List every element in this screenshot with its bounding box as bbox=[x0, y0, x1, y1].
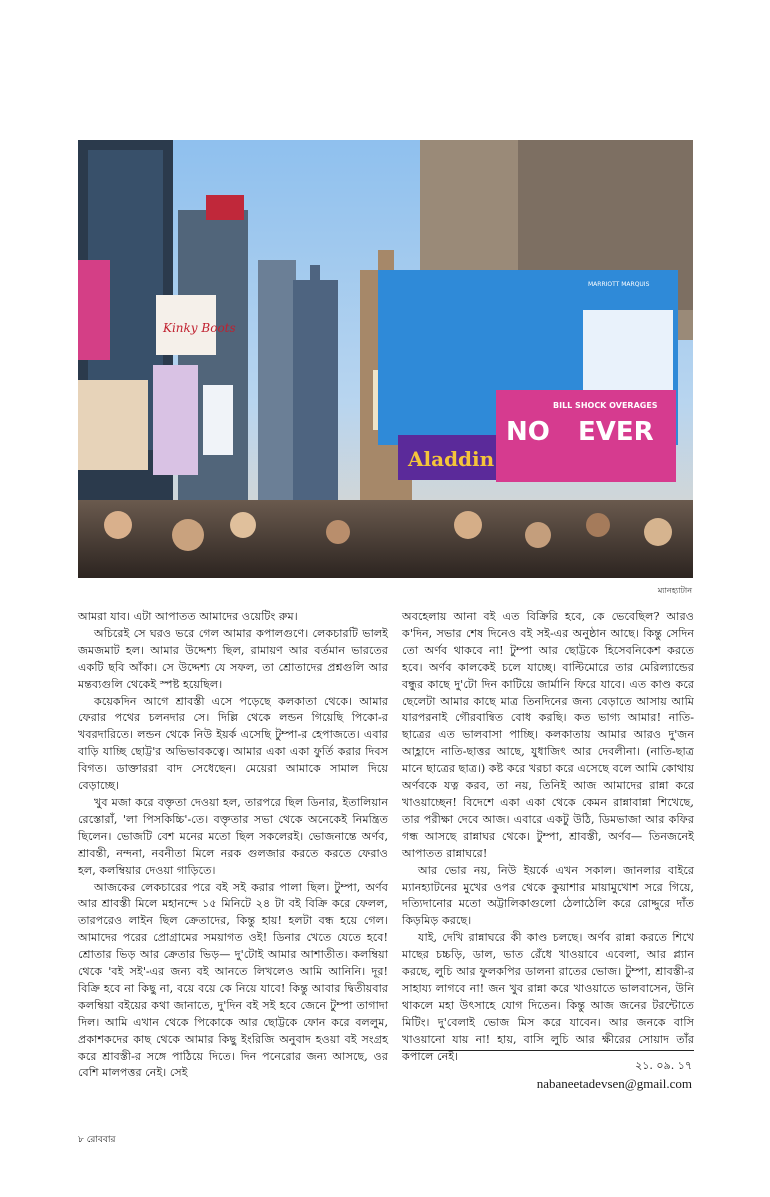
divider bbox=[402, 1050, 694, 1051]
times-square-illustration bbox=[78, 140, 693, 578]
paragraph: কয়েকদিন আগে শ্রাবস্তী এসে পড়েছে কলকাতা থেকে। আমার ফেরার পথের চলনদার সে। দিল্লি থেকে লন্ডন গিয়েছি পিকো-র খবরদারিতে। লন্ডন থেকে নিউ ইয়র্ক এসেছি টুম্পা-র হেপাজতে। এবার বাড়ি যাচ্ছি ছোট্ট'র অভিভাবকত্বে। আমার একা একা ফুর্তি করার দিবস বিগত। ডাক্তাররা বাদ সেধেছেন। মেয়েরা আমাকে সামাল দিয়ে বেড়াচ্ছে। bbox=[78, 694, 388, 793]
paragraph: অবহেলায় আনা বই এত বিক্রিরি হবে, কে ভেবেছিল? আরও ক'দিন, সভার শেষ দিনেও বই সই-এর অনুষ্ঠান আছে। কিন্তু সেদিন তো অর্ণব থাকবে না! টুম্পা আর ছোট্টকে হিসেবনিকেশ করতে হবে। অর্ণব কালকেই চলে যাচ্ছে। বাল্টিমোরে তার মেরিল্যান্ডের বন্ধুর কাছে দু'টো দিন কাটিয়ে জার্মানি ফিরে যাবে। এত কাণ্ড করে ছেলেটা আমার কাছে মাত্র তিনদিনের জন্য বেড়াতে আসায় আমি যারপরনাই গৌরবান্বিত বোধ করছি। কত ভাগ্য আমার! নাতি-ছাত্রের এত ভালবাসা পাচ্ছি। কলকাতায় আমার আরও দু'জন আহ্লাদে নাতি-ছাত্তর আছে, যুধাজিৎ আর দেবলীনা। (নাতি-ছাত্র মানে ছাত্রের ছাত্র।) কষ্ট করে খরচা করে এসেছে বলে আমি কোথায় অর্ণবকে যত্ন করব, তা নয়, তিনিই আজ আমাদের রান্না করে খাওয়াচ্ছেন! বিদেশে একা একা থেকে কেমন রান্নাবান্না শিখেছে, তার পরীক্ষা দেবে আজ। এবারে একটু উঠি, ডিমভাজা আর কফির গন্ধ আসছে রান্নাঘর থেকে। টুম্পা, শ্রাবস্তী, অর্ণব— তিনজনেই আপাতত রান্নাঘরে! bbox=[402, 610, 694, 860]
article-right-column bbox=[402, 609, 694, 1065]
pink-billboard bbox=[78, 260, 110, 360]
kinky-boots-sign: Kinky Boots bbox=[163, 321, 236, 335]
article-left-column bbox=[78, 609, 388, 1082]
photo-caption: ম্যানহ্যাটান bbox=[657, 586, 692, 595]
paragraph: অচিরেই সে ঘরও ভরে গেল আমার কপালগুণে। লেকচারটি ভালই জমজমাট হল। আমার উদ্দেশ্য ছিল, রামায়ণ আর বর্তমান ভারতের একটি ছবি আঁকা। সে উদ্দেশ্য যে সফল, তা শ্রোতাদের প্রশ্নগুলি আর মন্তব্যগুলি থেকেই স্পষ্ট হয়েছিল। bbox=[78, 626, 388, 691]
bill-shock-sign: BILL SHOCK OVERAGES bbox=[553, 401, 658, 410]
paragraph: যাই, দেখি রান্নাঘরে কী কাণ্ড চলছে। অর্ণব রান্না করতে শিখে মাছের চচ্চড়ি, ডাল, ভাত রেঁধে খাওয়াবে এবেলা, আর প্ল্যান করছে, লুচি আর ফুলকপির ডালনা রাতের ভোজ। টুম্পা, শ্রাবস্তী-র সাহায্য লাগবে না! জন খুব রান্না করে খাওয়াতে ভালবাসেন, উনি থাকলে মহা উৎসাহে যোগ দিতেন। কিন্তু আজ জনের টরন্টোতে মিটিং। দু'বেলাই ভোজ মিস করে যাবেন। আর জনকে বাসি খাওয়ানো যায় না! হায়, বাসি লুচি আর ক্ষীরের সোয়াদ তাঁর কপালে নেই। bbox=[402, 931, 694, 1063]
paragraph: আজকের লেকচারের পরে বই সই করার পালা ছিল। টুম্পা, অর্ণব আর শ্রাবস্তী মিলে মহানন্দে ১৫ মিনিটে ২৪ টা বই বিক্রি করে ফেলল, তারপরেও লাইন ছিল ক্রেতাদের, কিন্তু হায়! হলটা বন্ধ হয়ে গেল। আমাদের পরের প্রোগ্রামের সময়াগত ওই! ডিনার খেতে যেতে হবে! শ্রোতার ভিড় আর ক্রেতার ভিড়— দু'টোই আমার আশাতীত। কলম্বিয়া থেকে 'বই সই'-এর জন্য বই আনতে লিখলেও আমি আনিনি। দূর! বিক্রি হবে না কিছু না, বয়ে বয়ে কে নিয়ে যাবে! কিন্তু আবার দ্বিতীয়বার কলম্বিয়া বইয়ের কথা জানাতে, দু'দিন বই সই হবে জেনে টুম্পা তাগাদা দিল। আমি এখান থেকে পিকোকে আর ছোট্টকে ফোন করে বললুম, প্রকাশকদের কাছ থেকে আমার কিছু ইংরিজি অনুবাদ হওয়া বই সংগ্রহ করে শ্রাবস্তী-র সঙ্গে পাঠিয়ে দিতে। দিন পনেরোর জন্য আসছে, ওর বেশি মালপত্তর নেই। সেই bbox=[78, 880, 388, 1080]
paragraph: আর ভোর নয়, নিউ ইয়র্কে এখন সকাল। জানলার বাইরে ম্যানহ্যাটনের মুখের ওপর থেকে কুয়াশার মায়ামুখোশ সরে গিয়ে, দত্যিদানোর মতো অট্টালিকাগুলো ঠেলাঠেলি করে রোদ্দুরে দাঁত কিড়মিড় করছে। bbox=[402, 863, 694, 928]
aladdin-sign: Aladdin bbox=[408, 447, 495, 471]
times-square-photo bbox=[78, 140, 693, 578]
paragraph: খুব মজা করে বক্তৃতা দেওয়া হল, তারপরে ছিল ডিনার, ইতালিয়ান রেস্তোরাঁ, 'লা পিসকিচ্চি'-তে। বক্তৃতার সভা থেকে অনেকেই নিমন্ত্রিত ছিলেন। ভোজটি বেশ মনের মতো ছিল সকলেরই। ভোজনান্তে অর্ণব, শ্রাবন্তী, নন্দনা, নবনীতা মিলে নরক গুলজার করতে করতে ফেরাও হল, কলম্বিয়ার দেওয়া গাড়িতে। bbox=[78, 795, 388, 877]
page-footer: ৮ রোববার bbox=[78, 1135, 116, 1145]
ever-sign: EVER bbox=[578, 417, 654, 447]
author-email[interactable]: nabaneetadevsen@gmail.com bbox=[536, 1076, 692, 1091]
paragraph: আমরা যাব। এটা আপাতত আমাদের ওয়েটিং রুম। bbox=[78, 610, 298, 623]
no-sign: NO bbox=[506, 417, 550, 447]
crowd bbox=[78, 500, 693, 578]
article-date: ২১. ০৯. ১৭ bbox=[635, 1059, 692, 1072]
marriott-sign: MARRIOTT MARQUIS bbox=[588, 281, 650, 288]
